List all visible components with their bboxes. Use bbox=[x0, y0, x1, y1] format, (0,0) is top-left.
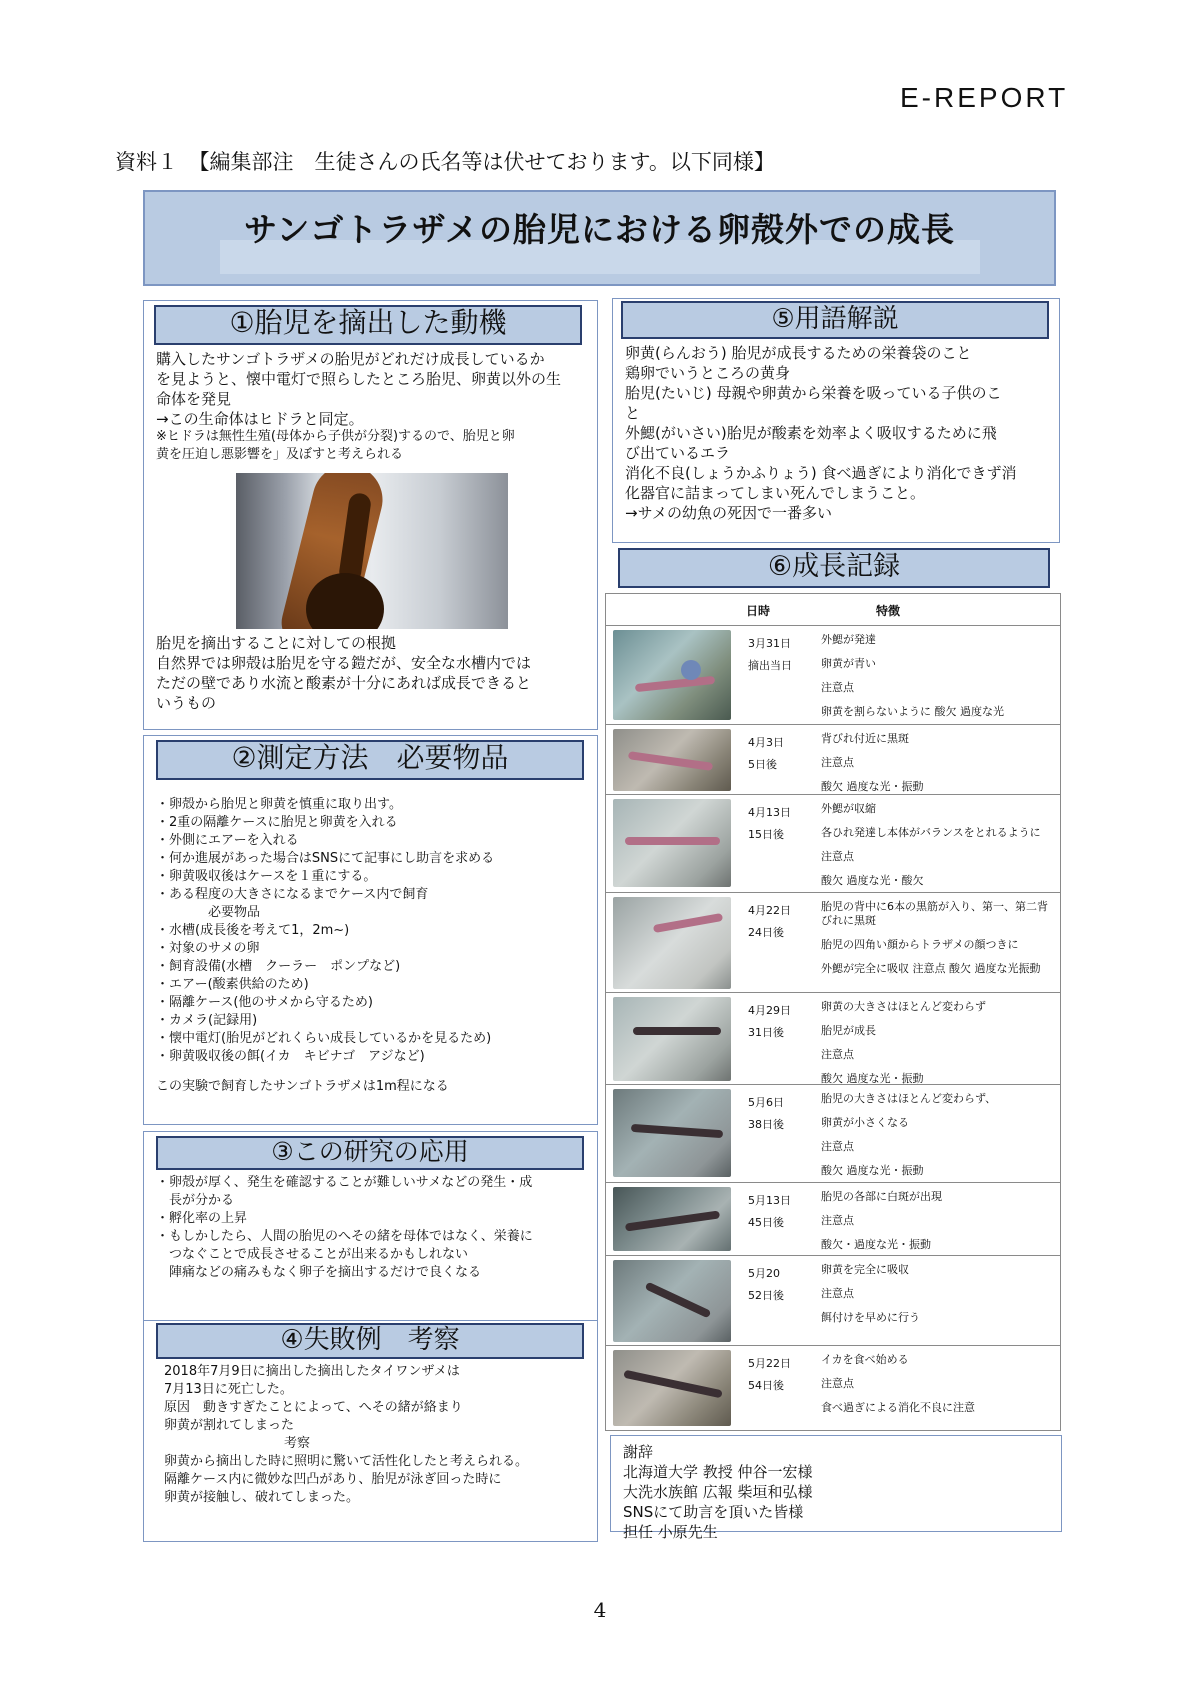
embryo-shape bbox=[635, 676, 715, 692]
feature-item: 酸欠 過度な光・振動 bbox=[821, 1072, 924, 1085]
list-item: ・卵殻が厚く、発生を確認することが難しいサメなどの発生・成 bbox=[156, 1175, 533, 1190]
embryo-photo bbox=[613, 1089, 731, 1177]
table-row bbox=[606, 1085, 1060, 1183]
hydra-note bbox=[156, 428, 586, 464]
feature-item: 胎児が成長 bbox=[821, 1024, 876, 1037]
date-label: 5月6日 bbox=[748, 1096, 784, 1109]
row-date bbox=[748, 633, 808, 677]
row-features bbox=[821, 1000, 1057, 1096]
text-line: 卵黄が接触し、破れてしまった。 bbox=[164, 1490, 360, 1505]
column-header-features: 特徴 bbox=[876, 604, 901, 618]
list-item: ・もしかしたら、人間の胎児のへその緒を母体ではなく、栄養に bbox=[156, 1229, 533, 1244]
list-item: ・ある程度の大きさになるまでケース内で飼育 bbox=[156, 887, 429, 902]
embryo-photo bbox=[613, 630, 731, 720]
feature-item: 胎児の大きさはほとんど変わらず、 bbox=[821, 1092, 997, 1105]
day-label: 54日後 bbox=[748, 1379, 784, 1392]
row-features bbox=[821, 633, 1057, 729]
poster-title: サンゴトラザメの胎児における卵殻外での成長 bbox=[243, 210, 956, 249]
feature-item: 卵黄が小さくなる bbox=[821, 1116, 909, 1129]
method-list bbox=[156, 796, 586, 1096]
table-row bbox=[606, 626, 1060, 725]
day-label: 38日後 bbox=[748, 1118, 784, 1131]
feature-item: 卵黄が青い bbox=[821, 657, 876, 670]
embryo-shape bbox=[633, 1027, 721, 1035]
growth-record-table bbox=[605, 593, 1061, 1431]
application-list bbox=[156, 1174, 586, 1282]
list-item: ・飼育設備(水槽 クーラー ポンプなど) bbox=[156, 959, 401, 974]
list-item: ・隔離ケース(他のサメから守るため) bbox=[156, 995, 373, 1010]
extraction-grounds bbox=[156, 633, 586, 713]
row-features bbox=[821, 1353, 1057, 1425]
text-line: 外鰓(がいさい)胎児が酸素を効率よく吸収するために飛 bbox=[625, 424, 997, 442]
consideration-label: 考察 bbox=[284, 1436, 311, 1451]
embryo-shape bbox=[631, 1124, 723, 1138]
list-item: ・卵黄吸収後はケースを１重にする。 bbox=[156, 869, 377, 884]
row-date bbox=[748, 900, 808, 944]
feature-item: 食べ過ぎによる消化不良に注意 bbox=[821, 1401, 975, 1414]
day-label: 52日後 bbox=[748, 1289, 784, 1302]
poster-title-banner bbox=[143, 190, 1056, 286]
date-label: 5月22日 bbox=[748, 1357, 791, 1370]
day-label: 5日後 bbox=[748, 758, 777, 771]
embryo-photo bbox=[613, 799, 731, 887]
date-label: 4月22日 bbox=[748, 904, 791, 917]
list-item: ・卵殻から胎児と卵黄を慎重に取り出す。 bbox=[156, 797, 402, 812]
date-label: 4月3日 bbox=[748, 736, 784, 749]
embryo-shape bbox=[625, 1210, 720, 1231]
row-date bbox=[748, 1000, 808, 1044]
table-row bbox=[606, 993, 1060, 1085]
column-header-date: 日時 bbox=[746, 604, 771, 618]
section-growth-heading: ⑥成長記録 bbox=[618, 548, 1050, 588]
text-line: →この生命体はヒドラと同定。 bbox=[156, 410, 364, 428]
feature-item: 酸欠 過度な光・酸欠 bbox=[821, 874, 924, 887]
text-line: 卵黄(らんおう) 胎児が成長するための栄養袋のこと bbox=[625, 344, 972, 362]
row-features bbox=[821, 1092, 1057, 1188]
text-line: 消化不良(しょうかふりょう) 食べ過ぎにより消化できず消 bbox=[625, 464, 1017, 482]
table-row bbox=[606, 1183, 1060, 1256]
day-label: 24日後 bbox=[748, 926, 784, 939]
embryo-photo bbox=[613, 1260, 731, 1342]
day-label: 15日後 bbox=[748, 828, 784, 841]
day-label: 摘出当日 bbox=[748, 659, 792, 672]
embryo-shape bbox=[623, 1370, 722, 1399]
feature-item: 胎児の四角い顔からトラザメの顔つきに bbox=[821, 938, 1019, 951]
list-item: 長が分かる bbox=[156, 1193, 235, 1208]
text-line: ※ヒドラは無性生殖(母体から子供が分裂)するので、胎児と卵 bbox=[156, 429, 515, 444]
failure-text bbox=[164, 1363, 584, 1507]
list-item: ・エアー(酸素供給のため) bbox=[156, 977, 309, 992]
section-failure-heading: ④失敗例 考察 bbox=[156, 1323, 584, 1359]
date-label: 4月29日 bbox=[748, 1004, 791, 1017]
text-line: び出ているエラ bbox=[625, 444, 731, 462]
date-label: 3月31日 bbox=[748, 637, 791, 650]
table-row bbox=[606, 1256, 1060, 1346]
text-line: 担任 小原先生 bbox=[623, 1523, 718, 1541]
acknowledgements-text bbox=[623, 1442, 1053, 1542]
text-line: 隔離ケース内に微妙な凹凸があり、胎児が泳ぎ回った時に bbox=[164, 1472, 502, 1487]
text-line: 胎児を摘出することに対しての根拠 bbox=[156, 634, 397, 652]
list-item: ・カメラ(記録用) bbox=[156, 1013, 258, 1028]
feature-item: 胎児の各部に白斑が出現 bbox=[821, 1190, 942, 1203]
glossary-list bbox=[625, 343, 1055, 523]
section-method bbox=[143, 735, 598, 1125]
text-line: 謝辞 bbox=[623, 1443, 654, 1461]
list-item: ・懐中電灯(胎児がどれくらい成長しているかを見るため) bbox=[156, 1031, 492, 1046]
embryo-shape bbox=[653, 913, 723, 933]
table-row bbox=[606, 1346, 1060, 1430]
feature-item: 背びれ付近に黒斑 bbox=[821, 732, 909, 745]
egg-case-photo bbox=[236, 473, 508, 629]
list-item: つなぐことで成長させることが出来るかもしれない bbox=[156, 1247, 469, 1262]
row-date bbox=[748, 802, 808, 846]
feature-item: 外鰓が発達 bbox=[821, 633, 876, 646]
feature-item: 注意点 bbox=[821, 681, 854, 694]
text-line: 命体を発見 bbox=[156, 390, 232, 408]
motivation-intro bbox=[156, 349, 586, 429]
feature-item: 注意点 bbox=[821, 756, 854, 769]
feature-item: 酸欠 過度な光・振動 bbox=[821, 780, 924, 793]
section-glossary bbox=[612, 298, 1060, 543]
feature-item: 餌付けを早めに行う bbox=[821, 1311, 920, 1324]
text-line: →サメの幼魚の死因で一番多い bbox=[625, 504, 832, 522]
row-features bbox=[821, 1263, 1057, 1335]
embryo-photo bbox=[613, 1350, 731, 1426]
table-row bbox=[606, 725, 1060, 795]
embryo-shape bbox=[625, 837, 720, 845]
text-line: いうもの bbox=[156, 694, 217, 712]
brand-header: E-REPORT bbox=[900, 82, 1069, 113]
row-features bbox=[821, 900, 1057, 986]
list-item bbox=[156, 1066, 586, 1078]
list-item: ・孵化率の上昇 bbox=[156, 1211, 248, 1226]
table-row bbox=[606, 893, 1060, 993]
text-line: ただの壁であり水流と酸素が十分にあれば成長できると bbox=[156, 674, 532, 692]
row-features bbox=[821, 732, 1057, 804]
day-label: 31日後 bbox=[748, 1026, 784, 1039]
feature-item: 卵黄を割らないように 酸欠 過度な光 bbox=[821, 705, 1004, 718]
section-motivation bbox=[143, 300, 598, 730]
section-application-heading: ③この研究の応用 bbox=[156, 1136, 584, 1170]
section-motivation-heading: ①胎児を摘出した動機 bbox=[154, 305, 582, 345]
text-line: 卵黄が割れてしまった bbox=[164, 1418, 295, 1433]
row-features bbox=[821, 802, 1057, 898]
text-line: SNSにて助言を頂いた皆様 bbox=[623, 1503, 804, 1521]
date-label: 5月13日 bbox=[748, 1194, 791, 1207]
date-label: 5月20 bbox=[748, 1267, 780, 1280]
text-line: 胎児(たいじ) 母親や卵黄から栄養を吸っている子供のこ bbox=[625, 384, 1002, 402]
embryo-photo bbox=[613, 897, 731, 989]
text-line: 購入したサンゴトラザメの胎児がどれだけ成長しているか bbox=[156, 350, 545, 368]
text-line: 化器官に詰まってしまい死んでしまうこと。 bbox=[625, 484, 926, 502]
section-failure bbox=[143, 1320, 598, 1542]
row-date bbox=[748, 1263, 808, 1307]
embryo-shape bbox=[645, 1282, 712, 1319]
list-item: 必要物品 bbox=[156, 905, 261, 920]
table-header bbox=[606, 594, 1060, 626]
text-line: 自然界では卵殻は胎児を守る鎧だが、安全な水槽内では bbox=[156, 654, 532, 672]
feature-item: 卵黄の大きさはほとんど変わらず bbox=[821, 1000, 986, 1013]
editorial-note: 資料１ 【編集部注 生徒さんの氏名等は伏せております。以下同様】 bbox=[115, 150, 775, 174]
feature-item: 外鰓が完全に吸収 注意点 酸欠 過度な光振動 bbox=[821, 962, 1041, 975]
feature-item: イカを食べ始める bbox=[821, 1353, 909, 1366]
list-item: ・対象のサメの卵 bbox=[156, 941, 260, 956]
feature-item: 注意点 bbox=[821, 1377, 854, 1390]
list-item: ・何か進展があった場合はSNSにて記事にし助言を求める bbox=[156, 851, 495, 866]
text-line: 北海道大学 教授 仲谷一宏様 bbox=[623, 1463, 813, 1481]
text-line: 黄を圧迫し悪影響を」及ぼすと考えられる bbox=[156, 447, 404, 462]
row-date bbox=[748, 1190, 808, 1234]
row-features bbox=[821, 1190, 1057, 1262]
embryo-shape bbox=[628, 751, 713, 771]
feature-item: 卵黄を完全に吸収 bbox=[821, 1263, 909, 1276]
embryo-photo bbox=[613, 997, 731, 1081]
text-line: と bbox=[625, 404, 641, 422]
embryo-photo bbox=[613, 729, 731, 791]
text-line: 2018年7月9日に摘出した摘出したタイワンザメは bbox=[164, 1364, 460, 1379]
page-number: 4 bbox=[593, 1598, 607, 1622]
section-method-heading: ②測定方法 必要物品 bbox=[156, 740, 584, 780]
text-line: 7月13日に死亡した。 bbox=[164, 1382, 293, 1397]
text-line: 大洗水族館 広報 柴垣和弘様 bbox=[623, 1483, 813, 1501]
feature-item: 注意点 bbox=[821, 1214, 854, 1227]
date-label: 4月13日 bbox=[748, 806, 791, 819]
embryo-photo bbox=[613, 1187, 731, 1251]
feature-item: 注意点 bbox=[821, 1287, 854, 1300]
list-item: この実験で飼育したサンゴトラザメは1m程になる bbox=[156, 1079, 449, 1094]
text-line: 原因 動きすぎたことによって、へその緒が絡まり bbox=[164, 1400, 463, 1415]
feature-item: 注意点 bbox=[821, 1140, 854, 1153]
list-item: ・水槽(成長後を考えて1，2m~) bbox=[156, 923, 350, 938]
feature-item: 酸欠 過度な光・振動 bbox=[821, 1164, 924, 1177]
acknowledgements bbox=[610, 1435, 1062, 1541]
row-date bbox=[748, 732, 808, 776]
feature-item: 注意点 bbox=[821, 1048, 854, 1061]
yolk-shape bbox=[681, 660, 701, 680]
feature-item: 外鰓が収縮 bbox=[821, 802, 876, 815]
section-glossary-heading: ⑤用語解説 bbox=[621, 301, 1049, 339]
row-date bbox=[748, 1092, 808, 1136]
day-label: 45日後 bbox=[748, 1216, 784, 1229]
list-item: 陣痛などの痛みもなく卵子を摘出するだけで良くなる bbox=[156, 1265, 482, 1280]
text-line: 卵黄から摘出した時に照明に驚いて活性化したと考えられる。 bbox=[164, 1454, 529, 1469]
feature-item: 酸欠・過度な光・振動 bbox=[821, 1238, 931, 1251]
feature-item: 胎児の背中に6本の黒筋が入り、第一、第二背びれに黒斑 bbox=[821, 900, 1048, 927]
feature-item: 注意点 bbox=[821, 850, 854, 863]
list-item: ・外側にエアーを入れる bbox=[156, 833, 299, 848]
list-item: ・卵黄吸収後の餌(イカ キビナゴ アジなど) bbox=[156, 1049, 425, 1064]
section-application bbox=[143, 1131, 598, 1321]
row-date bbox=[748, 1353, 808, 1397]
list-item: ・2重の隔離ケースに胎児と卵黄を入れる bbox=[156, 815, 398, 830]
feature-item: 各ひれ発達し本体がバランスをとれるように bbox=[821, 826, 1041, 839]
text-line: 鶏卵でいうところの黄身 bbox=[625, 364, 791, 382]
text-line: を見ようと、懐中電灯で照らしたところ胎児、卵黄以外の生 bbox=[156, 370, 562, 388]
table-row bbox=[606, 795, 1060, 893]
